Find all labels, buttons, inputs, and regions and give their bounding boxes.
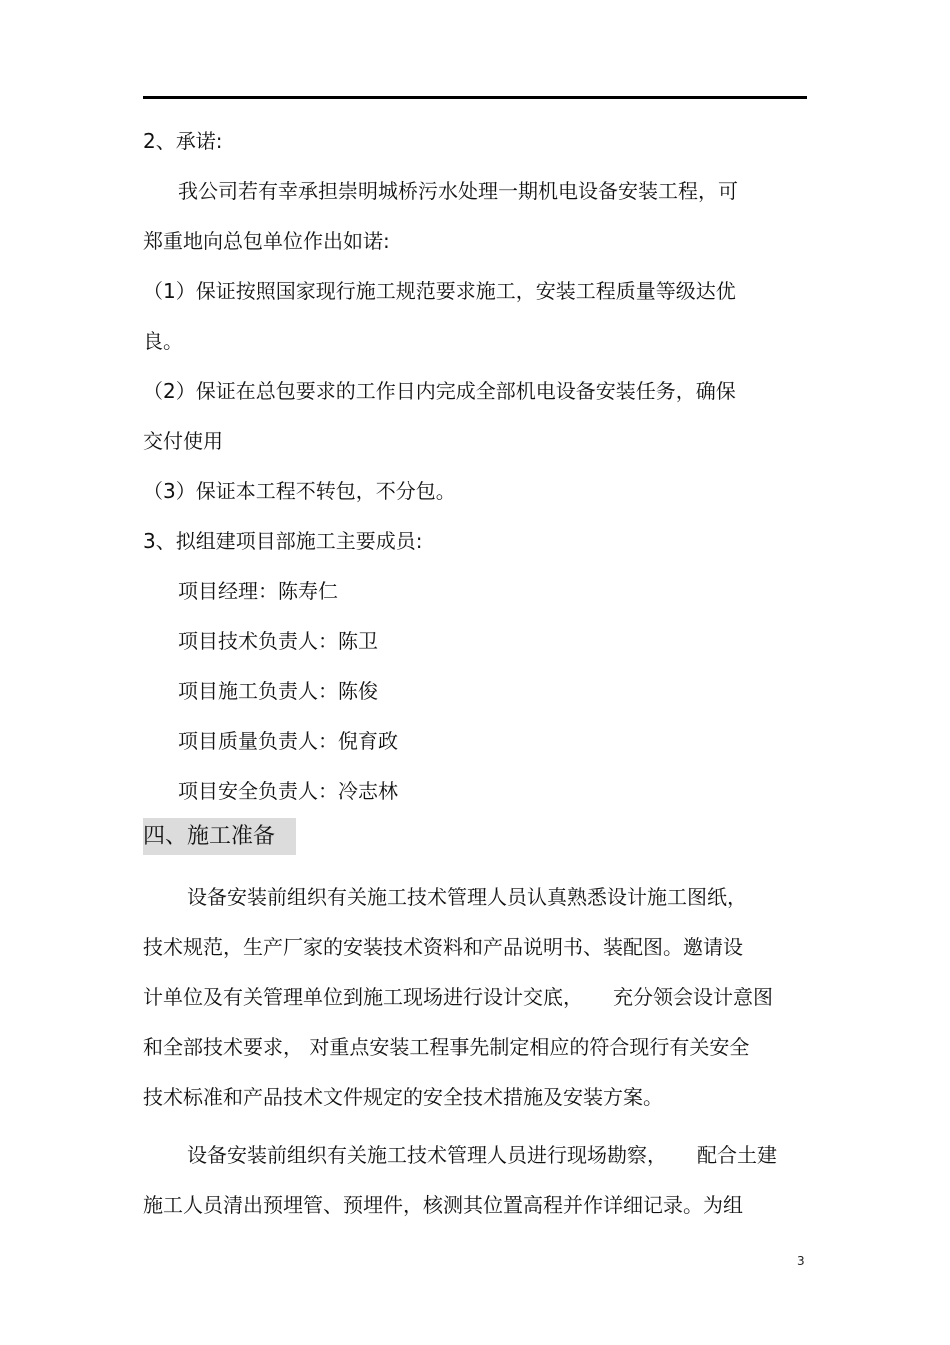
paragraph-line: 计单位及有关管理单位到施工现场进行设计交底， 充分领会设计意图 [143,985,773,1009]
page-number: 3 [797,1254,805,1268]
paragraph-line: 技术标准和产品技术文件规定的安全技术措施及安装方案。 [143,1085,663,1109]
promise-item: （3）保证本工程不转包，不分包。 [143,479,456,503]
section-heading-promise: 2、承诺: [143,129,223,153]
promise-item: （1）保证按照国家现行施工规范要求施工，安装工程质量等级达优 [143,279,736,303]
promise-item: 交付使用 [143,429,223,453]
paragraph-line: 技术规范，生产厂家的安装技术资料和产品说明书、装配图。邀请设 [143,935,743,959]
paragraph-line: 我公司若有幸承担崇明城桥污水处理一期机电设备安装工程，可 [178,179,738,203]
staff-member: 项目施工负责人：陈俊 [178,679,378,703]
staff-member: 项目技术负责人：陈卫 [178,629,378,653]
promise-item: （2）保证在总包要求的工作日内完成全部机电设备安装任务，确保 [143,379,736,403]
paragraph-line: 设备安装前组织有关施工技术管理人员进行现场勘察， 配合土建 [187,1143,777,1167]
section-heading-preparation: 四、施工准备 [143,818,296,855]
section-heading-staff: 3、拟组建项目部施工主要成员: [143,529,423,553]
staff-member: 项目经理：陈寿仁 [178,579,338,603]
staff-member: 项目质量负责人：倪育政 [178,729,398,753]
paragraph-line: 郑重地向总包单位作出如诺: [143,229,390,253]
paragraph-line: 施工人员清出预埋管、预埋件，核测其位置高程并作详细记录。为组 [143,1193,743,1217]
paragraph-line: 和全部技术要求， 对重点安装工程事先制定相应的符合现行有关安全 [143,1035,750,1059]
promise-item: 良。 [143,329,183,353]
paragraph-line: 设备安装前组织有关施工技术管理人员认真熟悉设计施工图纸， [187,885,747,909]
staff-member: 项目安全负责人：冷志林 [178,779,398,803]
header-rule [143,96,807,99]
